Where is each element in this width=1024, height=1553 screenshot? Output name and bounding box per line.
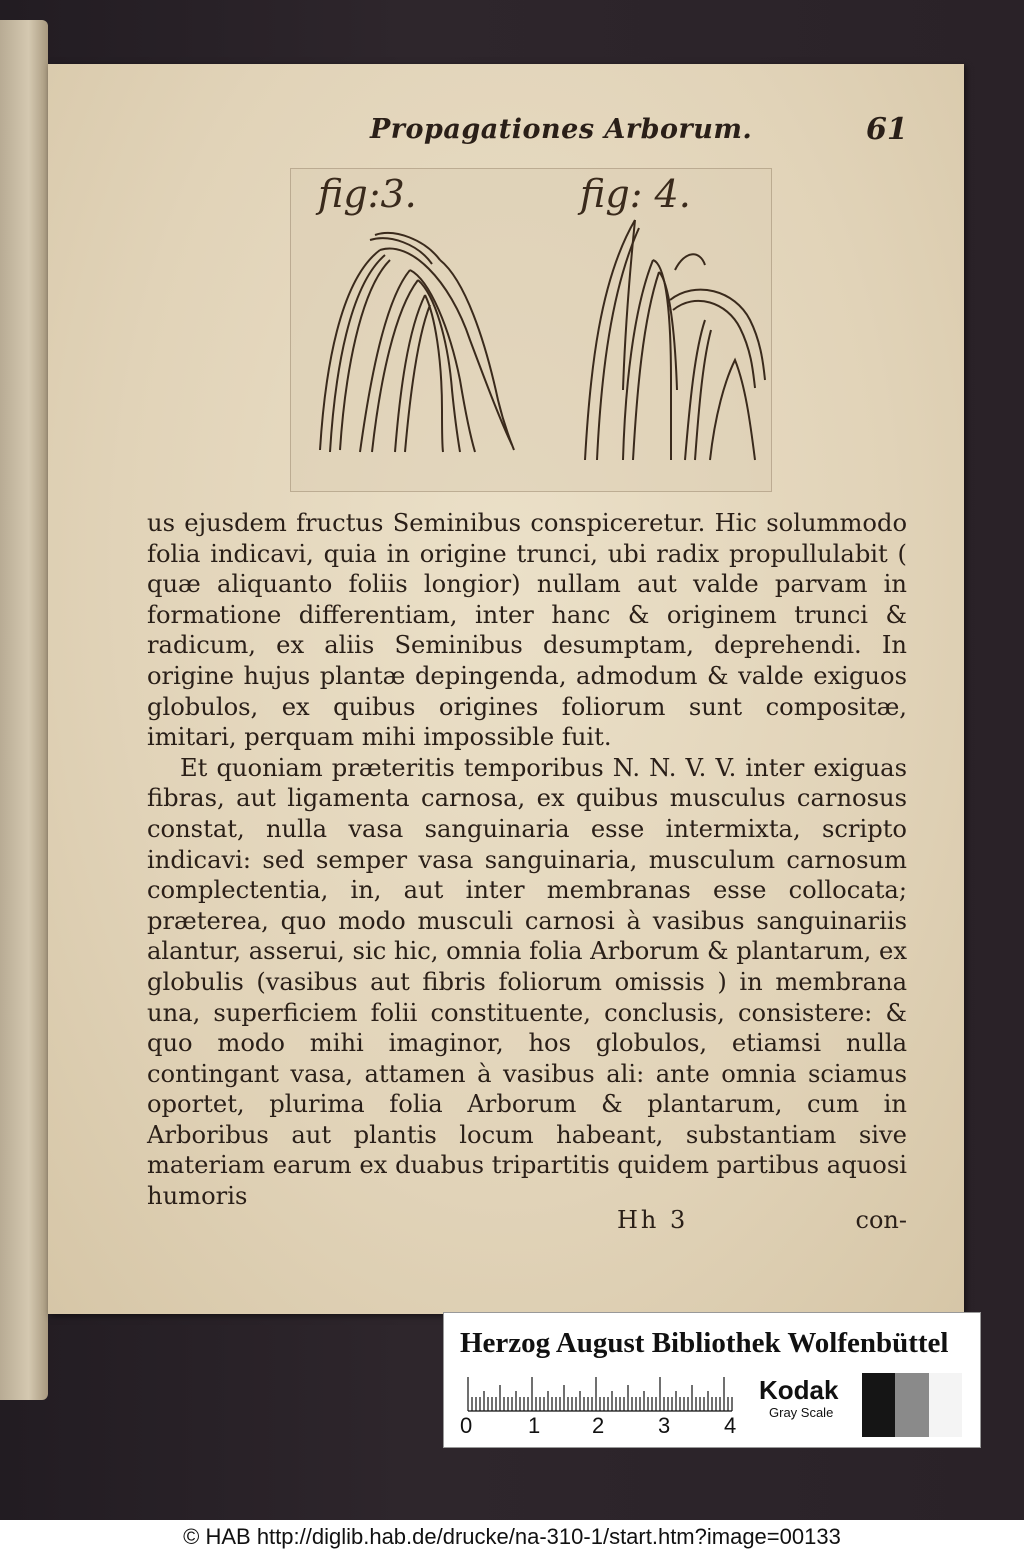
kodak-logo-text: Kodak bbox=[759, 1375, 839, 1405]
signature-mark: Hh 3 bbox=[617, 1206, 689, 1234]
grayscale-label: Gray Scale bbox=[769, 1405, 834, 1420]
gray-swatches bbox=[862, 1373, 962, 1437]
swatch-gray bbox=[895, 1373, 928, 1437]
swatch-white bbox=[929, 1373, 962, 1437]
copyright-footer: © HAB http://diglib.hab.de/drucke/na-310-1/start.htm?image=00133 bbox=[0, 1520, 1024, 1553]
fig4-leaves-illustration bbox=[575, 210, 775, 470]
swatch-black bbox=[862, 1373, 895, 1437]
fig3-label: fig:3. bbox=[318, 172, 417, 216]
catchword: con- bbox=[855, 1206, 907, 1234]
paragraph-1: us ejusdem fructus Seminibus conspiceretur. Hic solummodo folia indicavi, quia in origine trunci, ubi radix propullulabit ( quæ aliquanto foliis longior) nullam aut valde parvam in formatione differentiam, inter hanc & originem trunci & radicum, ex aliis Seminibus desumptam, deprehendi. In origine hujus plantæ depingenda, admodum & valde exiguos globulos, ex quibus origines foliorum sunt compositæ, imitari, perquam mihi impossible fuit. bbox=[147, 509, 907, 752]
ruler-number: 1 bbox=[528, 1413, 541, 1438]
previous-leaf-edge bbox=[0, 20, 48, 1400]
ruler-number: 2 bbox=[592, 1413, 605, 1438]
ruler-number: 4 bbox=[724, 1413, 737, 1438]
card-title: Herzog August Bibliothek Wolfenbüttel bbox=[460, 1327, 949, 1359]
page-number: 61 bbox=[866, 112, 908, 147]
catchline bbox=[147, 1206, 907, 1238]
ruler-number: 0 bbox=[460, 1413, 473, 1438]
ruler-number: 3 bbox=[658, 1413, 671, 1438]
body-text bbox=[147, 508, 907, 1212]
fig3-leaves-illustration bbox=[300, 220, 530, 460]
color-calibration-card bbox=[443, 1312, 981, 1448]
running-title: Propagationes Arborum. bbox=[370, 114, 753, 145]
ruler-scale bbox=[464, 1375, 744, 1415]
fig4-label: fig: 4. bbox=[580, 172, 691, 216]
paragraph-2: Et quoniam præteritis temporibus N. N. V. V. inter exiguas fibras, aut ligamenta carnosa, ex quibus musculus carnosus constat, nulla vasa sanguinaria esse intermixta, scripto indicavi: sed semper vasa sanguinaria, musculum carnosum complectentia, in, aut inter membranas esse collocata; præterea, quo modo musculi carnosi à vasibus sanguinariis alantur, asserui, sic hic, omnia folia Arborum & plantarum, ex globulis (vasibus aut fibris foliorum omissis ) in membrana una, superficiem folii constituente, conclusis, consistere: & quo modo mihi imaginor, hos globulos, etiamsi nulla contingant vasa, attamen à vasibus ali: ante omnia sciamus oportet, plurima folia Arborum & plantarum, cum in Arboribus aut plantis locum habeant, substantiam sive materiam earum ex duabus tripartitis quidem partibus aquosi humoris bbox=[147, 753, 908, 1211]
